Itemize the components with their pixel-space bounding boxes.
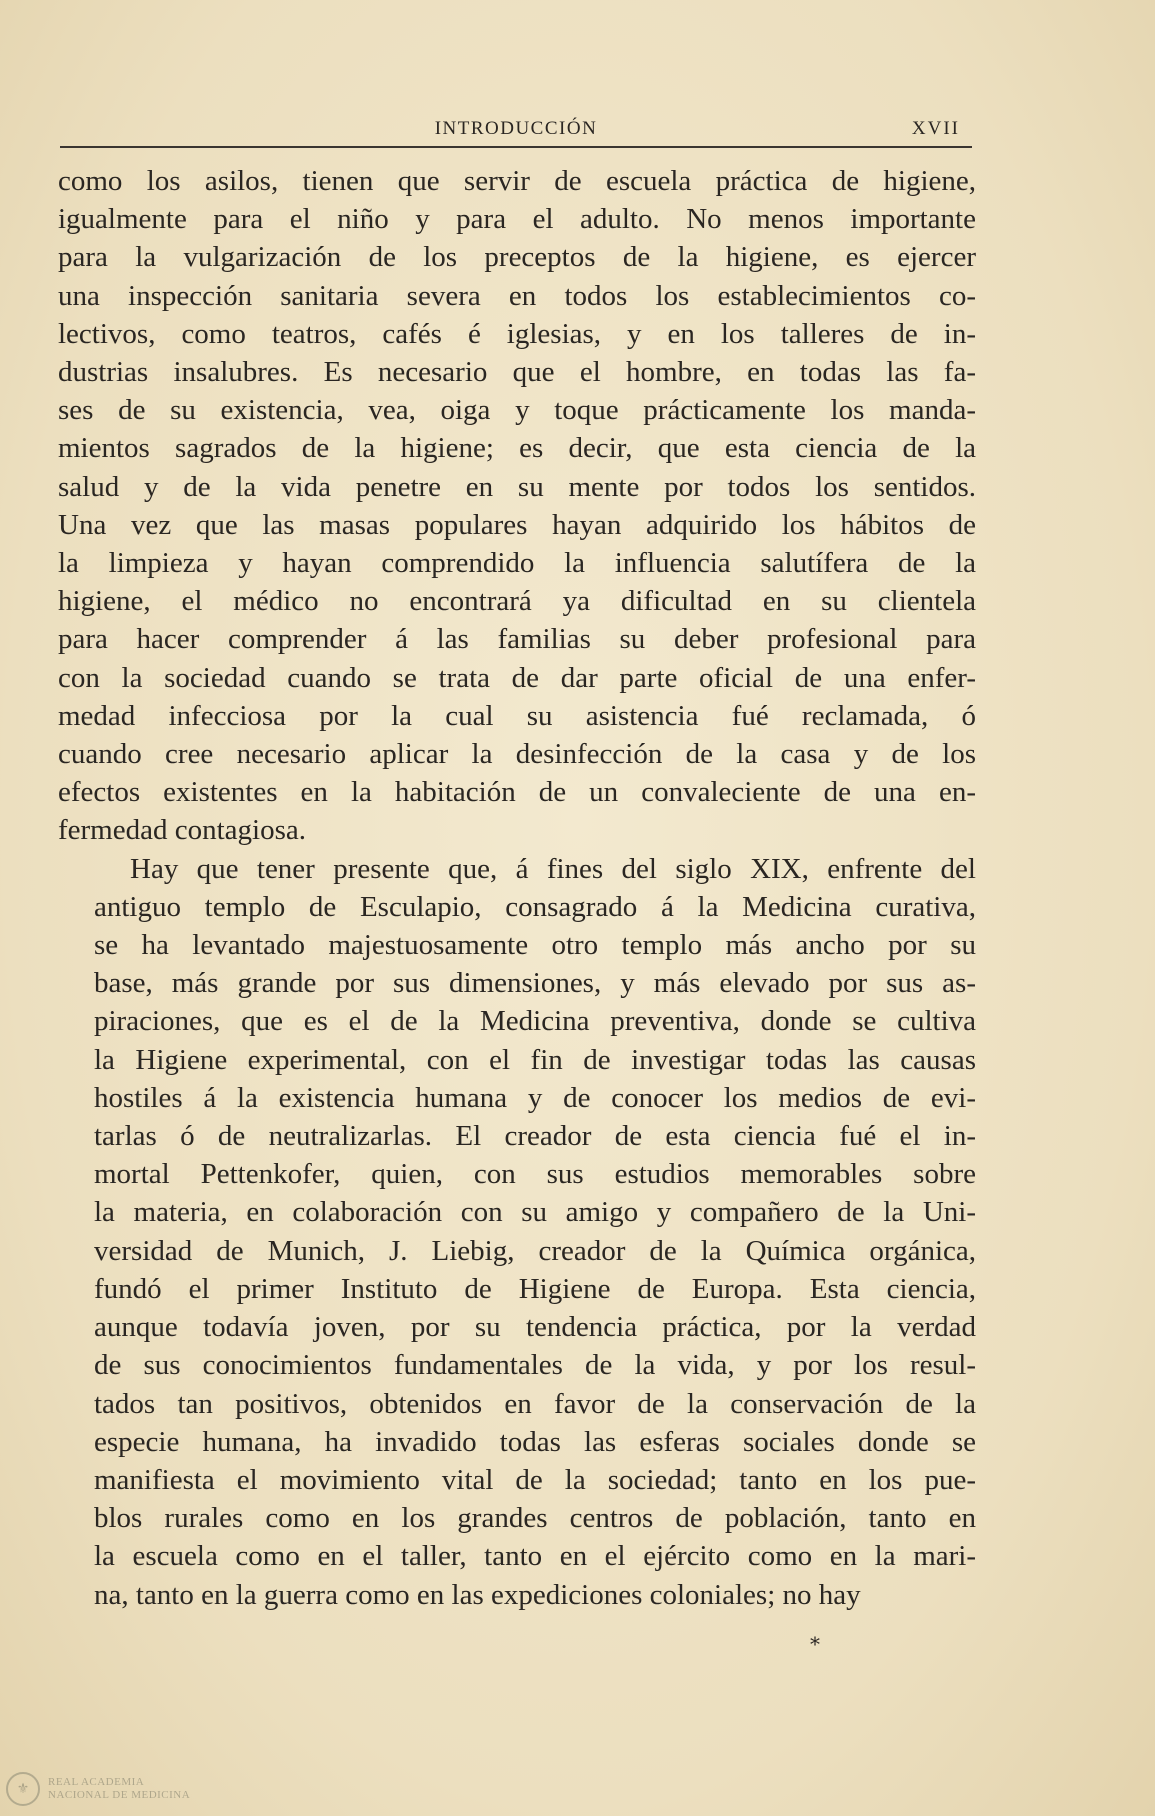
text-line: tarlas ó de neutralizarlas. El creador de esta ciencia fué el in- — [94, 1120, 976, 1153]
text-line: para la vulgarización de los preceptos de la higiene, es ejercer — [58, 241, 976, 274]
text-line: manifiesta el movimiento vital de la sociedad; tanto en los pue- — [94, 1463, 976, 1496]
text-line: para hacer comprender á las familias su deber profesional para — [58, 623, 976, 656]
text-line: mientos sagrados de la higiene; es decir, que esta ciencia de la — [58, 432, 976, 465]
stamp-line: REAL ACADEMIA — [48, 1776, 145, 1788]
text-line: la escuela como en el taller, tanto en el ejército como en la mari- — [94, 1540, 976, 1573]
text-line: aunque todavía joven, por su tendencia práctica, por la verdad — [94, 1311, 976, 1344]
stamp-line: NACIONAL DE MEDICINA — [48, 1789, 191, 1801]
text-line: base, más grande por sus dimensiones, y más elevado por sus as- — [94, 967, 976, 1000]
text-line: de sus conocimientos fundamentales de la vida, y por los resul- — [94, 1349, 976, 1382]
paragraph — [58, 162, 976, 850]
text-line: higiene, el médico no encontrará ya dificultad en su clientela — [58, 585, 976, 618]
page-number: XVII — [911, 118, 960, 139]
text-line: como los asilos, tienen que servir de escuela práctica de higiene, — [58, 165, 976, 197]
text-line: piraciones, que es el de la Medicina preventiva, donde se cultiva — [94, 1005, 976, 1038]
body-text — [58, 162, 976, 1614]
text-line: mortal Pettenkofer, quien, con sus estudios memorables sobre — [94, 1158, 976, 1191]
text-line: Hay que tener presente que, á fines del siglo XIX, enfrente del — [130, 852, 976, 885]
text-line: especie humana, ha invadido todas las esferas sociales donde se — [94, 1425, 976, 1458]
text-line: na, tanto en la guerra como en las expediciones coloniales; no hay — [94, 1578, 861, 1611]
signature-mark: * — [810, 1632, 820, 1656]
running-title: INTRODUCCIÓN — [434, 118, 598, 139]
library-stamp — [6, 1772, 190, 1806]
text-line: hostiles á la existencia humana y de conocer los medios de evi- — [94, 1081, 976, 1114]
text-line: con la sociedad cuando se trata de dar parte oficial de una enfer- — [58, 661, 976, 694]
text-line: fermedad contagiosa. — [58, 814, 307, 847]
text-line: lectivos, como teatros, cafés é iglesias, y en los talleres de in- — [58, 317, 976, 350]
text-line: blos rurales como en los grandes centros de población, tanto en — [94, 1502, 976, 1535]
paragraph — [58, 850, 976, 1614]
text-line: la limpieza y hayan comprendido la influencia salutífera de la — [58, 547, 976, 580]
text-line: efectos existentes en la habitación de un convaleciente de una en- — [58, 776, 976, 809]
stamp-text — [48, 1776, 190, 1802]
running-head — [60, 112, 972, 148]
text-line: medad infecciosa por la cual su asistencia fué reclamada, ó — [58, 699, 976, 732]
text-line: dustrias insalubres. Es necesario que el hombre, en todas las fa- — [58, 356, 976, 389]
text-line: salud y de la vida penetre en su mente por todos los sentidos. — [58, 470, 976, 503]
text-line: versidad de Munich, J. Liebig, creador de la Química orgánica, — [94, 1234, 976, 1267]
text-line: fundó el primer Instituto de Higiene de Europa. Esta ciencia, — [94, 1272, 976, 1305]
text-line: la Higiene experimental, con el fin de investigar todas las causas — [94, 1043, 976, 1076]
text-line: una inspección sanitaria severa en todos los establecimientos co- — [58, 279, 976, 312]
text-line: ses de su existencia, vea, oiga y toque prácticamente los manda- — [58, 394, 976, 427]
text-line: tados tan positivos, obtenidos en favor de la conservación de la — [94, 1387, 976, 1420]
text-line: la materia, en colaboración con su amigo y compañero de la Uni- — [94, 1196, 976, 1229]
text-line: antiguo templo de Esculapio, consagrado á la Medicina curativa, — [94, 890, 976, 923]
seal-icon: ⚜ — [6, 1772, 40, 1806]
text-line: se ha levantado majestuosamente otro templo más ancho por su — [94, 929, 976, 962]
text-line: cuando cree necesario aplicar la desinfección de la casa y de los — [58, 738, 976, 771]
text-line: igualmente para el niño y para el adulto. No menos importante — [58, 203, 976, 236]
text-line: Una vez que las masas populares hayan adquirido los hábitos de — [58, 508, 976, 541]
